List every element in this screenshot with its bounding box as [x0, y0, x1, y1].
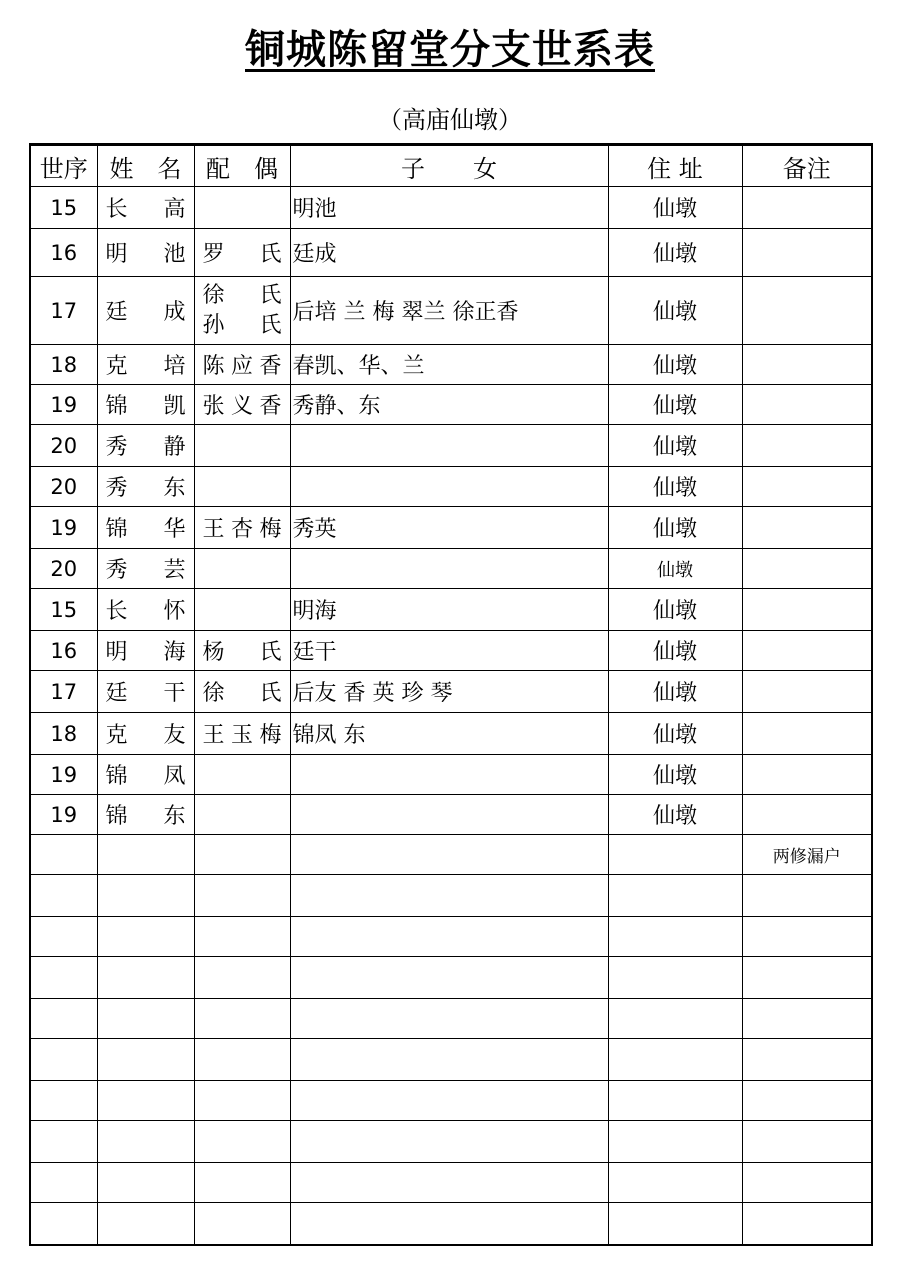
table-row: [30, 345, 872, 385]
children-cell: [290, 999, 608, 1039]
address-cell: [608, 1203, 742, 1245]
table-row: [30, 835, 872, 875]
children-cell: 明海: [290, 589, 608, 631]
address-cell: [608, 1163, 742, 1203]
address-cell: 仙墩: [608, 671, 742, 713]
header-children: 子 女: [290, 145, 608, 187]
note-cell: [742, 345, 872, 385]
table-row: [30, 1121, 872, 1163]
children-cell: 后培 兰 梅 翠兰 徐正香: [290, 277, 608, 345]
table-row: [30, 467, 872, 507]
header-generation: 世序: [30, 145, 97, 187]
spouse-cell: 罗氏: [194, 229, 290, 277]
name-cell: 秀芸: [97, 549, 194, 589]
spouse-cell: [194, 277, 290, 345]
children-cell: [290, 1121, 608, 1163]
children-cell: [290, 835, 608, 875]
table-row: [30, 425, 872, 467]
name-cell: 锦东: [97, 795, 194, 835]
address-cell: [608, 999, 742, 1039]
note-cell: 两修漏户: [742, 835, 872, 875]
spouse-cell: 陈应香: [194, 345, 290, 385]
table-row: [30, 1081, 872, 1121]
name-cell: 廷成: [97, 277, 194, 345]
table-row: [30, 957, 872, 999]
children-cell: 明池: [290, 187, 608, 229]
children-cell: [290, 875, 608, 917]
spouse-cell: [194, 1039, 290, 1081]
name-cell: [97, 1203, 194, 1245]
spouse-cell: [194, 957, 290, 999]
name-cell: 明池: [97, 229, 194, 277]
children-cell: 后友 香 英 珍 琴: [290, 671, 608, 713]
address-cell: 仙墩: [608, 385, 742, 425]
note-cell: [742, 589, 872, 631]
children-cell: [290, 957, 608, 999]
spouse-cell: [194, 187, 290, 229]
spouse-cell: 王玉梅: [194, 713, 290, 755]
address-cell: 仙墩: [608, 345, 742, 385]
children-cell: 锦凤 东: [290, 713, 608, 755]
note-cell: [742, 671, 872, 713]
children-cell: [290, 549, 608, 589]
note-cell: [742, 1163, 872, 1203]
spouse-cell: [194, 467, 290, 507]
generation-cell: [30, 917, 97, 957]
spouse-line: 孙氏: [202, 312, 282, 338]
spouse-cell: 徐氏: [194, 671, 290, 713]
header-address: 住 址: [608, 145, 742, 187]
header-name: 姓 名: [97, 145, 194, 187]
spouse-cell: [194, 1163, 290, 1203]
generation-cell: 19: [30, 385, 97, 425]
spouse-cell: [194, 425, 290, 467]
table-row: [30, 631, 872, 671]
children-cell: 廷成: [290, 229, 608, 277]
address-cell: 仙墩: [608, 549, 742, 589]
table-row: [30, 917, 872, 957]
address-cell: [608, 1039, 742, 1081]
table-row: [30, 713, 872, 755]
table-row: [30, 999, 872, 1039]
children-cell: [290, 1039, 608, 1081]
generation-cell: 20: [30, 549, 97, 589]
table-row: [30, 507, 872, 549]
name-cell: 明海: [97, 631, 194, 671]
note-cell: [742, 277, 872, 345]
address-cell: 仙墩: [608, 187, 742, 229]
table-row: [30, 671, 872, 713]
note-cell: [742, 385, 872, 425]
address-cell: 仙墩: [608, 631, 742, 671]
generation-cell: [30, 835, 97, 875]
name-cell: 克友: [97, 713, 194, 755]
name-cell: 秀静: [97, 425, 194, 467]
generation-cell: 16: [30, 229, 97, 277]
spouse-cell: [194, 755, 290, 795]
spouse-cell: [194, 917, 290, 957]
address-cell: 仙墩: [608, 589, 742, 631]
address-cell: [608, 875, 742, 917]
page-title: [0, 18, 900, 75]
children-cell: 廷干: [290, 631, 608, 671]
generation-cell: 18: [30, 345, 97, 385]
genealogy-table: [29, 143, 873, 1246]
name-cell: [97, 875, 194, 917]
note-cell: [742, 187, 872, 229]
children-cell: 秀静、东: [290, 385, 608, 425]
title-text: 铜城陈留堂分支世系表: [245, 27, 655, 73]
note-cell: [742, 755, 872, 795]
name-cell: [97, 999, 194, 1039]
note-cell: [742, 713, 872, 755]
spouse-cell: [194, 1203, 290, 1245]
generation-cell: 19: [30, 795, 97, 835]
name-cell: 秀东: [97, 467, 194, 507]
generation-cell: 17: [30, 277, 97, 345]
generation-cell: 18: [30, 713, 97, 755]
table-row: [30, 875, 872, 917]
note-cell: [742, 1121, 872, 1163]
spouse-cell: 张义香: [194, 385, 290, 425]
generation-cell: 15: [30, 187, 97, 229]
note-cell: [742, 875, 872, 917]
name-cell: [97, 1039, 194, 1081]
name-cell: 锦凯: [97, 385, 194, 425]
children-cell: 春凯、华、兰: [290, 345, 608, 385]
address-cell: 仙墩: [608, 425, 742, 467]
generation-cell: [30, 1081, 97, 1121]
name-cell: [97, 1081, 194, 1121]
name-cell: 长高: [97, 187, 194, 229]
generation-cell: 19: [30, 507, 97, 549]
address-cell: 仙墩: [608, 229, 742, 277]
spouse-cell: [194, 589, 290, 631]
generation-cell: [30, 957, 97, 999]
children-cell: [290, 755, 608, 795]
generation-cell: 20: [30, 425, 97, 467]
name-cell: [97, 957, 194, 999]
note-cell: [742, 957, 872, 999]
note-cell: [742, 229, 872, 277]
header-row: [30, 145, 872, 187]
page-subtitle: （高庙仙墩）: [378, 106, 522, 134]
generation-cell: [30, 875, 97, 917]
table-row: [30, 1203, 872, 1245]
name-cell: 长怀: [97, 589, 194, 631]
note-cell: [742, 1081, 872, 1121]
children-cell: [290, 917, 608, 957]
table-body: [30, 187, 872, 1245]
generation-cell: [30, 1121, 97, 1163]
note-cell: [742, 999, 872, 1039]
table-row: [30, 187, 872, 229]
note-cell: [742, 467, 872, 507]
table-row: [30, 795, 872, 835]
children-cell: [290, 467, 608, 507]
name-cell: [97, 917, 194, 957]
generation-cell: 17: [30, 671, 97, 713]
table-row: [30, 549, 872, 589]
name-cell: [97, 1121, 194, 1163]
header-spouse: 配 偶: [194, 145, 290, 187]
note-cell: [742, 425, 872, 467]
spouse-line: 徐氏: [202, 282, 282, 308]
table-row: [30, 1039, 872, 1081]
generation-cell: 20: [30, 467, 97, 507]
address-cell: [608, 957, 742, 999]
spouse-cell: [194, 835, 290, 875]
spouse-cell: [194, 1121, 290, 1163]
table-row: [30, 1163, 872, 1203]
name-cell: [97, 835, 194, 875]
generation-cell: 19: [30, 755, 97, 795]
children-cell: [290, 425, 608, 467]
name-cell: 廷干: [97, 671, 194, 713]
note-cell: [742, 507, 872, 549]
spouse-cell: [194, 795, 290, 835]
spouse-cell: [194, 999, 290, 1039]
children-cell: [290, 1081, 608, 1121]
name-cell: [97, 1163, 194, 1203]
spouse-cell: 杨氏: [194, 631, 290, 671]
spouse-cell: [194, 1081, 290, 1121]
address-cell: [608, 917, 742, 957]
note-cell: [742, 1203, 872, 1245]
note-cell: [742, 917, 872, 957]
table-row: [30, 755, 872, 795]
address-cell: 仙墩: [608, 755, 742, 795]
table-row: [30, 589, 872, 631]
spouse-cell: [194, 875, 290, 917]
children-cell: [290, 1163, 608, 1203]
address-cell: 仙墩: [608, 467, 742, 507]
header-note: 备注: [742, 145, 872, 187]
address-cell: 仙墩: [608, 507, 742, 549]
address-cell: 仙墩: [608, 713, 742, 755]
table-row: [30, 277, 872, 345]
note-cell: [742, 631, 872, 671]
address-cell: [608, 1121, 742, 1163]
children-cell: [290, 1203, 608, 1245]
spouse-cell: [194, 549, 290, 589]
name-cell: 锦凤: [97, 755, 194, 795]
children-cell: [290, 795, 608, 835]
spouse-cell: 王杏梅: [194, 507, 290, 549]
table-row: [30, 229, 872, 277]
table-row: [30, 385, 872, 425]
note-cell: [742, 1039, 872, 1081]
generation-cell: [30, 999, 97, 1039]
address-cell: 仙墩: [608, 795, 742, 835]
generation-cell: [30, 1039, 97, 1081]
generation-cell: 16: [30, 631, 97, 671]
generation-cell: [30, 1203, 97, 1245]
name-cell: 锦华: [97, 507, 194, 549]
address-cell: [608, 1081, 742, 1121]
address-cell: [608, 835, 742, 875]
note-cell: [742, 549, 872, 589]
address-cell: 仙墩: [608, 277, 742, 345]
generation-cell: [30, 1163, 97, 1203]
children-cell: 秀英: [290, 507, 608, 549]
name-cell: 克培: [97, 345, 194, 385]
note-cell: [742, 795, 872, 835]
generation-cell: 15: [30, 589, 97, 631]
